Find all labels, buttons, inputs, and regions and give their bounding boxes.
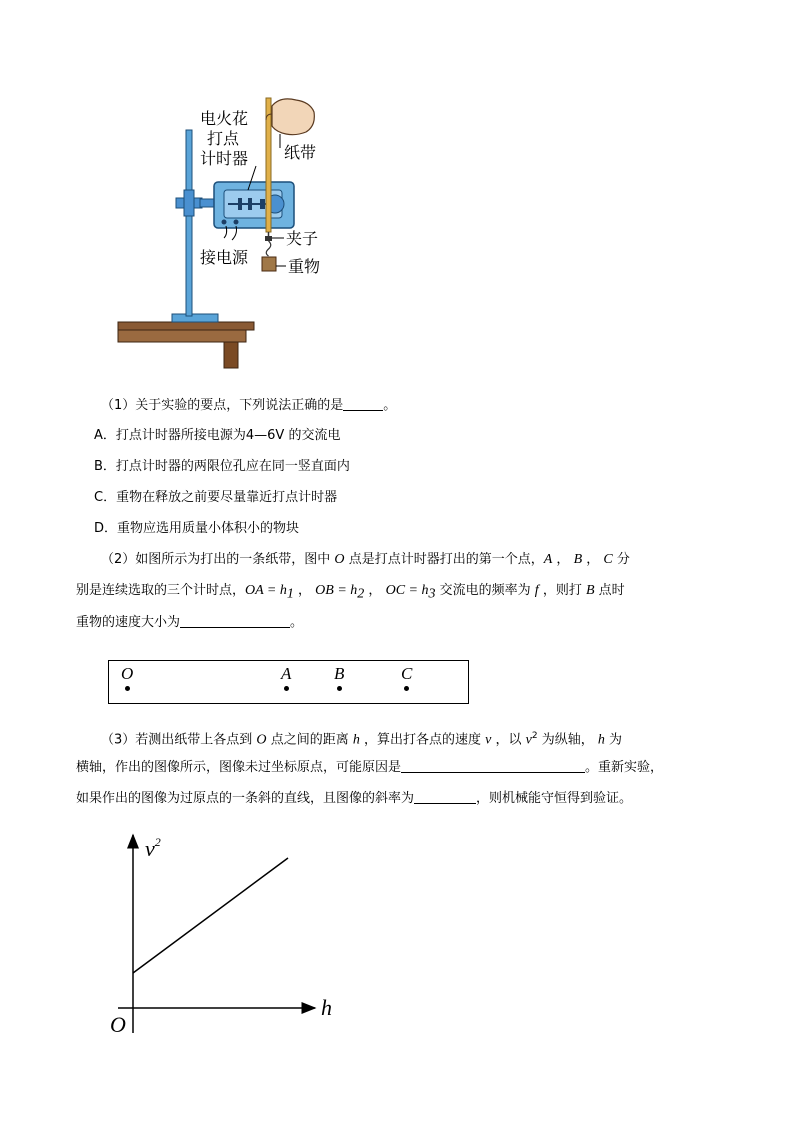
q3-line3: 如果作出的图像为过原点的一条斜的直线，且图像的斜率为 ，则机械能守恒得到验证。	[76, 791, 633, 806]
hand-icon	[272, 99, 314, 135]
tape-dot-a	[284, 686, 289, 691]
graph-line	[133, 858, 288, 973]
clip	[265, 236, 272, 241]
spark-timer	[214, 182, 294, 228]
paper-tape	[266, 98, 271, 232]
label-timer-line1: 电火花	[200, 109, 249, 128]
hook	[266, 241, 271, 256]
q1-option-a: A．打点计时器所接电源为4—6V 的交流电	[94, 428, 341, 443]
paper-tape-strip	[108, 660, 469, 704]
label-power: 接电源	[200, 248, 249, 267]
q1-option-d: D．重物应选用质量小体积小的物块	[94, 521, 300, 536]
tape-dot-o	[125, 686, 130, 691]
q3-line2: 横轴，作出的图像所示，图像未过坐标原点，可能原因是 。重新实验，	[76, 760, 664, 775]
table	[118, 322, 254, 368]
weight-block	[262, 257, 276, 271]
tape-label-b: B	[334, 664, 345, 683]
tape-label-a: A	[281, 664, 292, 683]
origin-label: O	[110, 1012, 126, 1037]
q1-option-c: C．重物在释放之前要尽量靠近打点计时器	[94, 490, 338, 505]
q3-line1: （3）若测出纸带上各点到 O 点之间的距离 h ，算出打各点的速度 v ，以 $v^2$ 为纵轴， h 为	[101, 731, 623, 748]
x-axis-label: h	[321, 995, 332, 1020]
tape-dot-c	[404, 686, 409, 691]
label-timer-line3: 计时器	[200, 149, 249, 168]
q2-line2: 别是连续选取的三个计时点，OA = $h_1$ ， OB = $h_2$ ， OC = $h_3$ 交流电的频率为 f ，则打 B 点时	[76, 583, 625, 602]
stand-base	[172, 314, 218, 322]
label-clip: 夹子	[286, 229, 319, 248]
label-tape: 纸带	[284, 143, 317, 162]
tape-label-c: C	[401, 664, 413, 683]
clamp-boss	[176, 190, 216, 216]
q2-line1: （2）如图所示为打出的一条纸带，图中 O 点是打点计时器打出的第一个点，A ， B ， C 分	[101, 552, 630, 567]
label-timer-line2: 打点	[207, 129, 240, 148]
q2-line3: 重物的速度大小为 。	[76, 615, 304, 630]
label-weight: 重物	[288, 257, 321, 276]
y-axis-label: $v^2$	[145, 835, 161, 861]
stand-rod	[186, 130, 192, 316]
tape-dot-b	[337, 686, 342, 691]
tape-label-o: O	[121, 664, 134, 683]
q1-option-b: B．打点计时器的两限位孔应在同一竖直面内	[94, 459, 350, 474]
q1-stem: （1）关于实验的要点，下列说法正确的是 。	[101, 398, 397, 413]
